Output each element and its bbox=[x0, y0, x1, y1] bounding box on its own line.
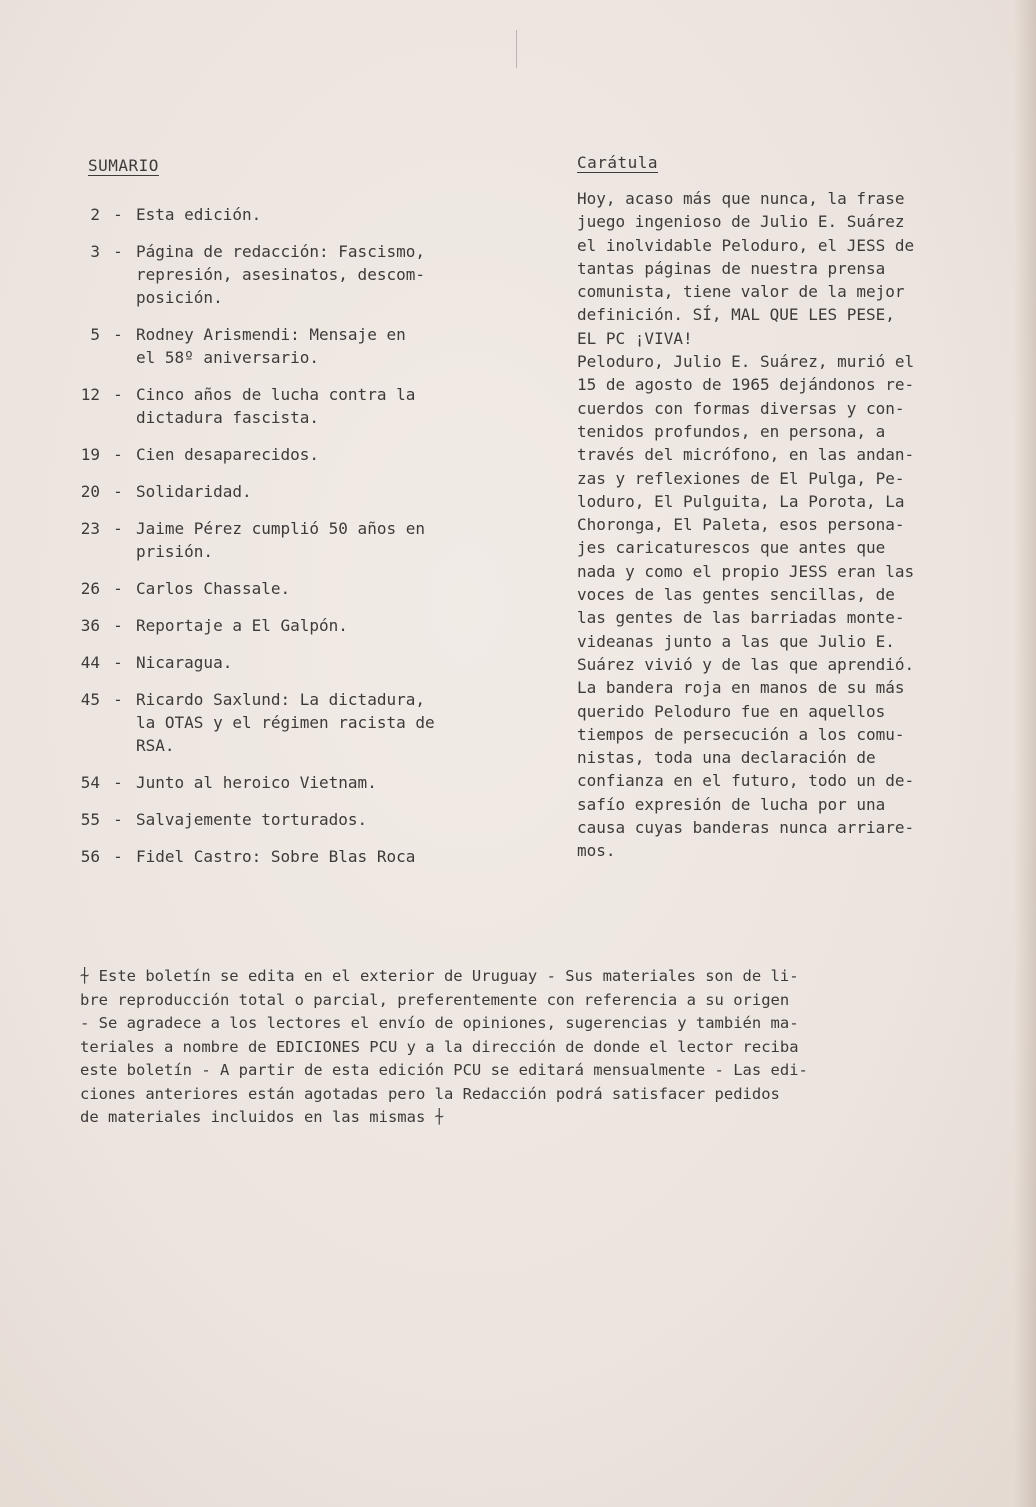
toc-page-number: 12 bbox=[80, 385, 100, 404]
toc-title: Carlos Chassale. bbox=[136, 579, 291, 598]
toc-item bbox=[70, 203, 520, 226]
toc-page-number: 54 bbox=[80, 773, 100, 792]
toc-page-number: 2 bbox=[90, 205, 100, 224]
toc-item bbox=[70, 323, 520, 369]
toc-title: Junto al heroico Vietnam. bbox=[136, 773, 377, 792]
toc-separator: - bbox=[113, 810, 123, 829]
caratula-text: Hoy, acaso más que nunca, la frase juego ingenioso de Julio E. Suárez el inolvidable Peloduro, el JESS de tantas páginas de nuestra prensa comunista, tiene valor de la mejor definición. SÍ, MAL QUE LES PESE, EL PC ¡VIVA! Peloduro, Julio E. Suárez, murió el 15 de agosto de 1965 dejándonos re- cuerdos con formas diversas y con- tenidos profundos, en persona, a través del micrófono, en las andan- zas y reflexiones de El Pulga, Pe- loduro, El Pulguita, La Porota, La Choronga, El Paleta, esos persona- jes caricaturescos que antes que nada y como el propio JESS eran las voces de las gentes sencillas, de las gentes de las barriadas monte- videanas junto a las que Julio E. Suárez vivió y de las que aprendió. La bandera roja en manos de su más querido Peloduro fue en aquellos tiempos de persecución a los comu- nistas, toda una declaración de confianza en el futuro, todo un de- safío expresión de lucha por una causa cuyas banderas nunca arriare- mos. bbox=[577, 189, 915, 861]
toc-page-number: 20 bbox=[80, 482, 100, 501]
page-edge-shadow bbox=[1014, 0, 1036, 1507]
toc-item bbox=[70, 651, 520, 674]
toc-page-number: 26 bbox=[80, 579, 100, 598]
toc-title: Página de redacción: Fascismo, represión, asesinatos, descom- posición. bbox=[136, 242, 425, 307]
toc-item bbox=[70, 383, 520, 429]
toc-title: Salvajemente torturados. bbox=[136, 810, 368, 829]
toc-page-number: 36 bbox=[80, 616, 100, 635]
toc-separator: - bbox=[113, 579, 123, 598]
toc-separator: - bbox=[113, 690, 123, 709]
toc-title: Solidaridad. bbox=[136, 482, 252, 501]
toc-title: Ricardo Saxlund: La dictadura, la OTAS y el régimen racista de RSA. bbox=[136, 690, 435, 755]
toc-separator: - bbox=[113, 242, 123, 261]
toc-title: Fidel Castro: Sobre Blas Roca bbox=[136, 847, 416, 866]
toc-item bbox=[70, 808, 520, 831]
toc-item bbox=[70, 577, 520, 600]
toc-item bbox=[70, 688, 520, 757]
toc-title: Esta edición. bbox=[136, 205, 262, 224]
sumario-heading: SUMARIO bbox=[88, 156, 159, 175]
toc-item bbox=[70, 771, 520, 794]
toc-item bbox=[70, 443, 520, 466]
toc-item bbox=[70, 845, 520, 868]
footer-note: ⍭ Este boletín se edita en el exterior de Uruguay - Sus materiales son de li- bre reproducción total o parcial, preferentemente con referencia a su origen - Se agradece a los lectores el envío de opiniones, sugerencias y también ma- teriales a nombre de EDICIONES PCU y a la dirección de donde el lector reciba este boletín - A partir de esta edición PCU se editará mensualmente - Las edi- ciones anteriores están agotadas pero la Redacción podrá satisfacer pedidos de materiales incluidos en las mismas ⍭ bbox=[80, 967, 808, 1126]
toc-page-number: 44 bbox=[80, 653, 100, 672]
toc-page-number: 5 bbox=[90, 325, 100, 344]
toc-separator: - bbox=[113, 205, 123, 224]
table-of-contents bbox=[70, 203, 520, 882]
toc-page-number: 19 bbox=[80, 445, 100, 464]
toc-title: Rodney Arismendi: Mensaje en el 58º aniversario. bbox=[136, 325, 406, 367]
toc-title: Jaime Pérez cumplió 50 años en prisión. bbox=[136, 519, 425, 561]
toc-page-number: 23 bbox=[80, 519, 100, 538]
toc-item bbox=[70, 240, 520, 309]
toc-separator: - bbox=[113, 847, 123, 866]
toc-separator: - bbox=[113, 482, 123, 501]
caratula-heading: Carátula bbox=[577, 153, 659, 172]
toc-separator: - bbox=[113, 519, 123, 538]
center-fold-mark bbox=[516, 30, 517, 68]
toc-page-number: 45 bbox=[80, 690, 100, 709]
toc-page-number: 56 bbox=[80, 847, 100, 866]
toc-page-number: 3 bbox=[90, 242, 100, 261]
toc-separator: - bbox=[113, 385, 123, 404]
toc-item bbox=[70, 517, 520, 563]
toc-separator: - bbox=[113, 616, 123, 635]
toc-separator: - bbox=[113, 445, 123, 464]
toc-item bbox=[70, 614, 520, 637]
toc-title: Nicaragua. bbox=[136, 653, 233, 672]
toc-separator: - bbox=[113, 653, 123, 672]
toc-separator: - bbox=[113, 325, 123, 344]
toc-page-number: 55 bbox=[80, 810, 100, 829]
toc-separator: - bbox=[113, 773, 123, 792]
toc-title: Reportaje a El Galpón. bbox=[136, 616, 348, 635]
toc-item bbox=[70, 480, 520, 503]
toc-title: Cien desaparecidos. bbox=[136, 445, 320, 464]
toc-title: Cinco años de lucha contra la dictadura fascista. bbox=[136, 385, 416, 427]
